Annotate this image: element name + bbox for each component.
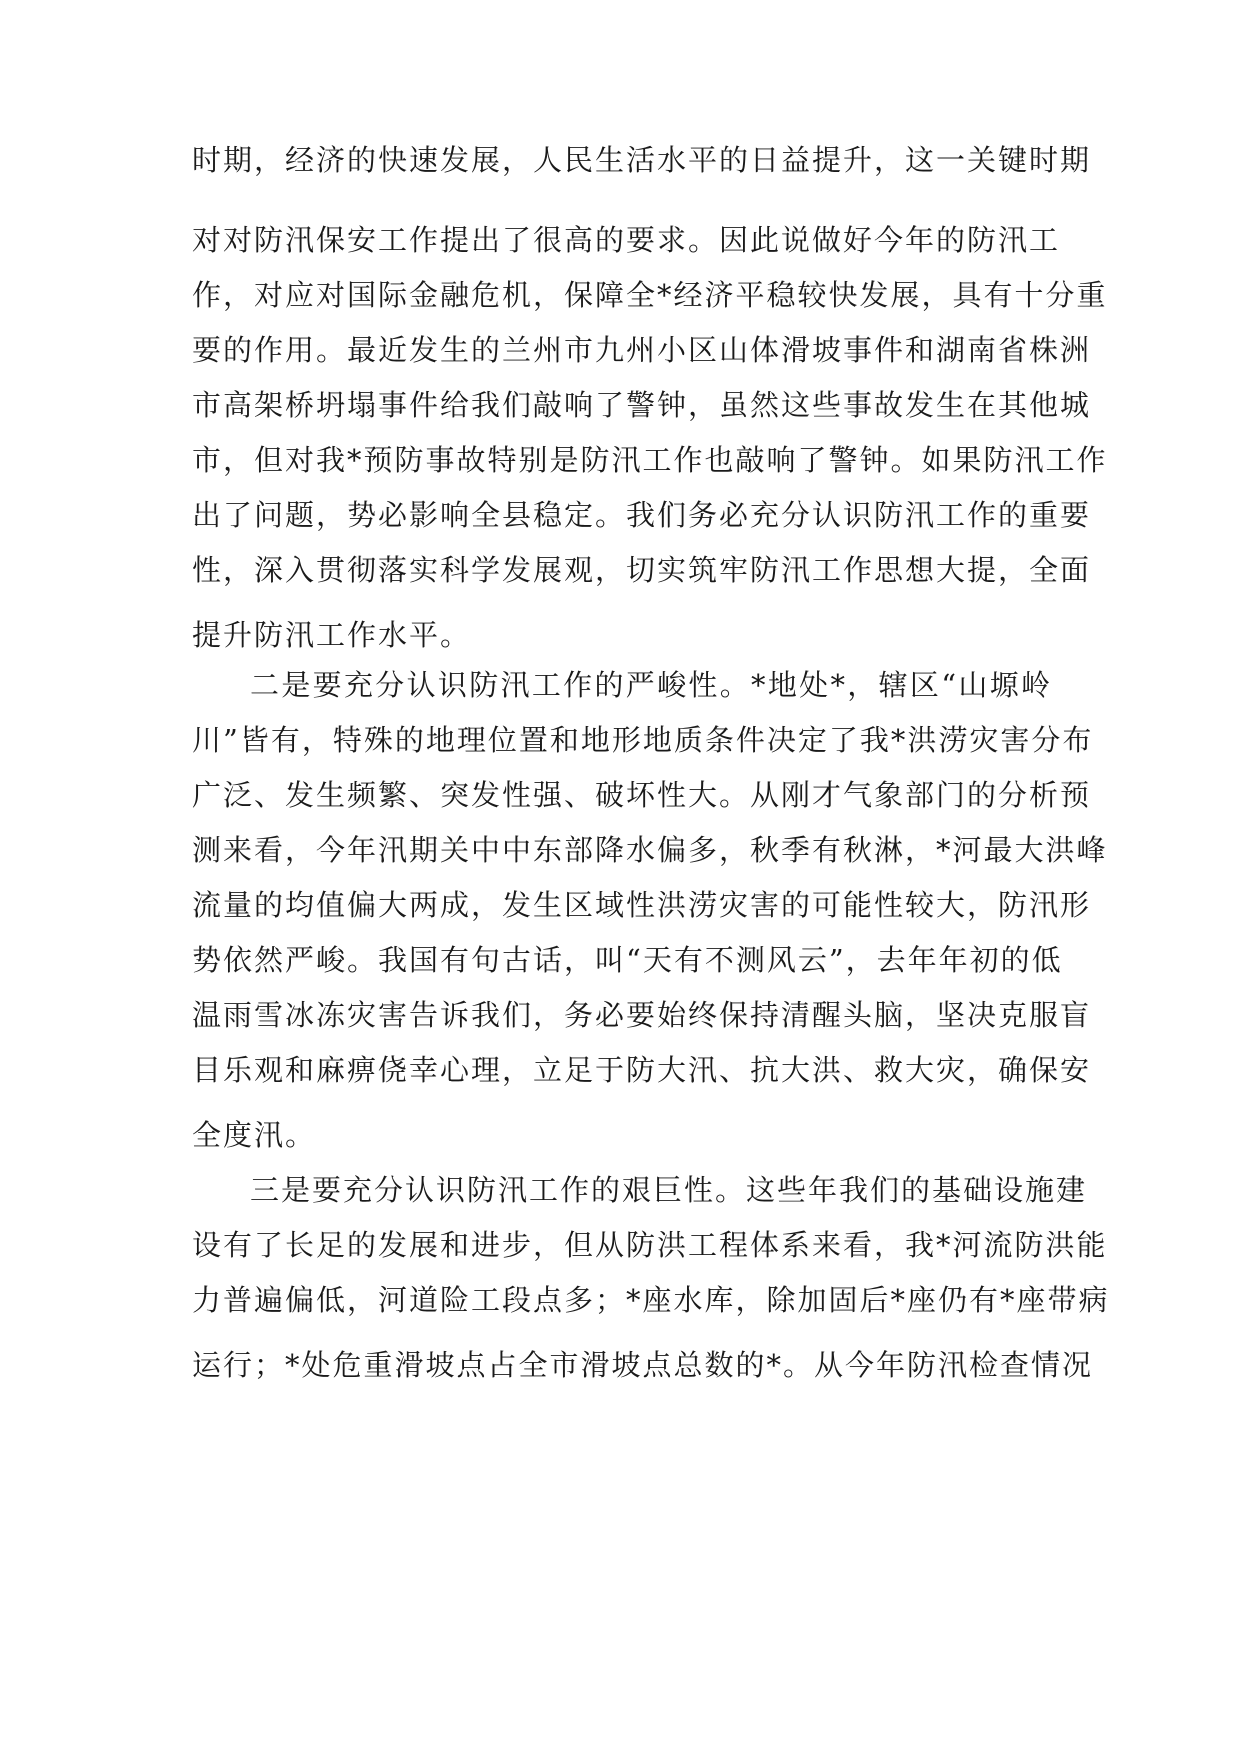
text-line: 势依然严峻。我国有句古话，叫“天有不测风云”，去年年初的低 (192, 943, 1063, 977)
text-line: 提升防汛工作水平。 (192, 618, 472, 652)
paragraph-first-line: 二是要充分认识防汛工作的严峻性。*地处*，辖区“山塬岭 (250, 668, 1052, 702)
text-line: 设有了长足的发展和进步，但从防洪工程体系来看，我*河流防洪能 (192, 1228, 1108, 1262)
paragraph-first-line: 三是要充分认识防汛工作的艰巨性。这些年我们的基础设施建 (250, 1173, 1088, 1207)
text-line: 时期，经济的快速发展，人民生活水平的日益提升，这一关键时期 (192, 143, 1092, 177)
text-line: 市高架桥坍塌事件给我们敲响了警钟，虽然这些事故发生在其他城 (192, 388, 1092, 422)
text-line: 目乐观和麻痹侥幸心理，立足于防大汛、抗大洪、救大灾，确保安 (192, 1053, 1092, 1087)
text-line: 温雨雪冰冻灾害告诉我们，务必要始终保持清醒头脑，坚决克服盲 (192, 998, 1092, 1032)
text-line: 对对防汛保安工作提出了很高的要求。因此说做好今年的防汛工 (192, 223, 1061, 257)
text-line: 川”皆有，特殊的地理位置和地形地质条件决定了我*洪涝灾害分布 (192, 723, 1094, 757)
text-line: 市，但对我*预防事故特别是防汛工作也敲响了警钟。如果防汛工作 (192, 443, 1108, 477)
text-line: 出了问题，势必影响全县稳定。我们务必充分认识防汛工作的重要 (192, 498, 1092, 532)
text-line: 作，对应对国际金融危机，保障全*经济平稳较快发展，具有十分重 (192, 278, 1108, 312)
text-line: 要的作用。最近发生的兰州市九州小区山体滑坡事件和湖南省株洲 (192, 333, 1092, 367)
text-line: 流量的均值偏大两成，发生区域性洪涝灾害的可能性较大，防汛形 (192, 888, 1092, 922)
text-line: 测来看，今年汛期关中中东部降水偏多，秋季有秋淋，*河最大洪峰 (192, 833, 1108, 867)
text-line: 广泛、发生频繁、突发性强、破坏性大。从刚才气象部门的分析预 (192, 778, 1092, 812)
text-line: 运行；*处危重滑坡点占全市滑坡点总数的*。从今年防汛检查情况 (192, 1348, 1094, 1382)
text-line: 性，深入贯彻落实科学发展观，切实筑牢防汛工作思想大提，全面 (192, 553, 1092, 587)
text-line: 力普遍偏低，河道险工段点多；*座水库，除加固后*座仍有*座带病 (192, 1283, 1110, 1317)
text-line: 全度汛。 (192, 1118, 317, 1152)
